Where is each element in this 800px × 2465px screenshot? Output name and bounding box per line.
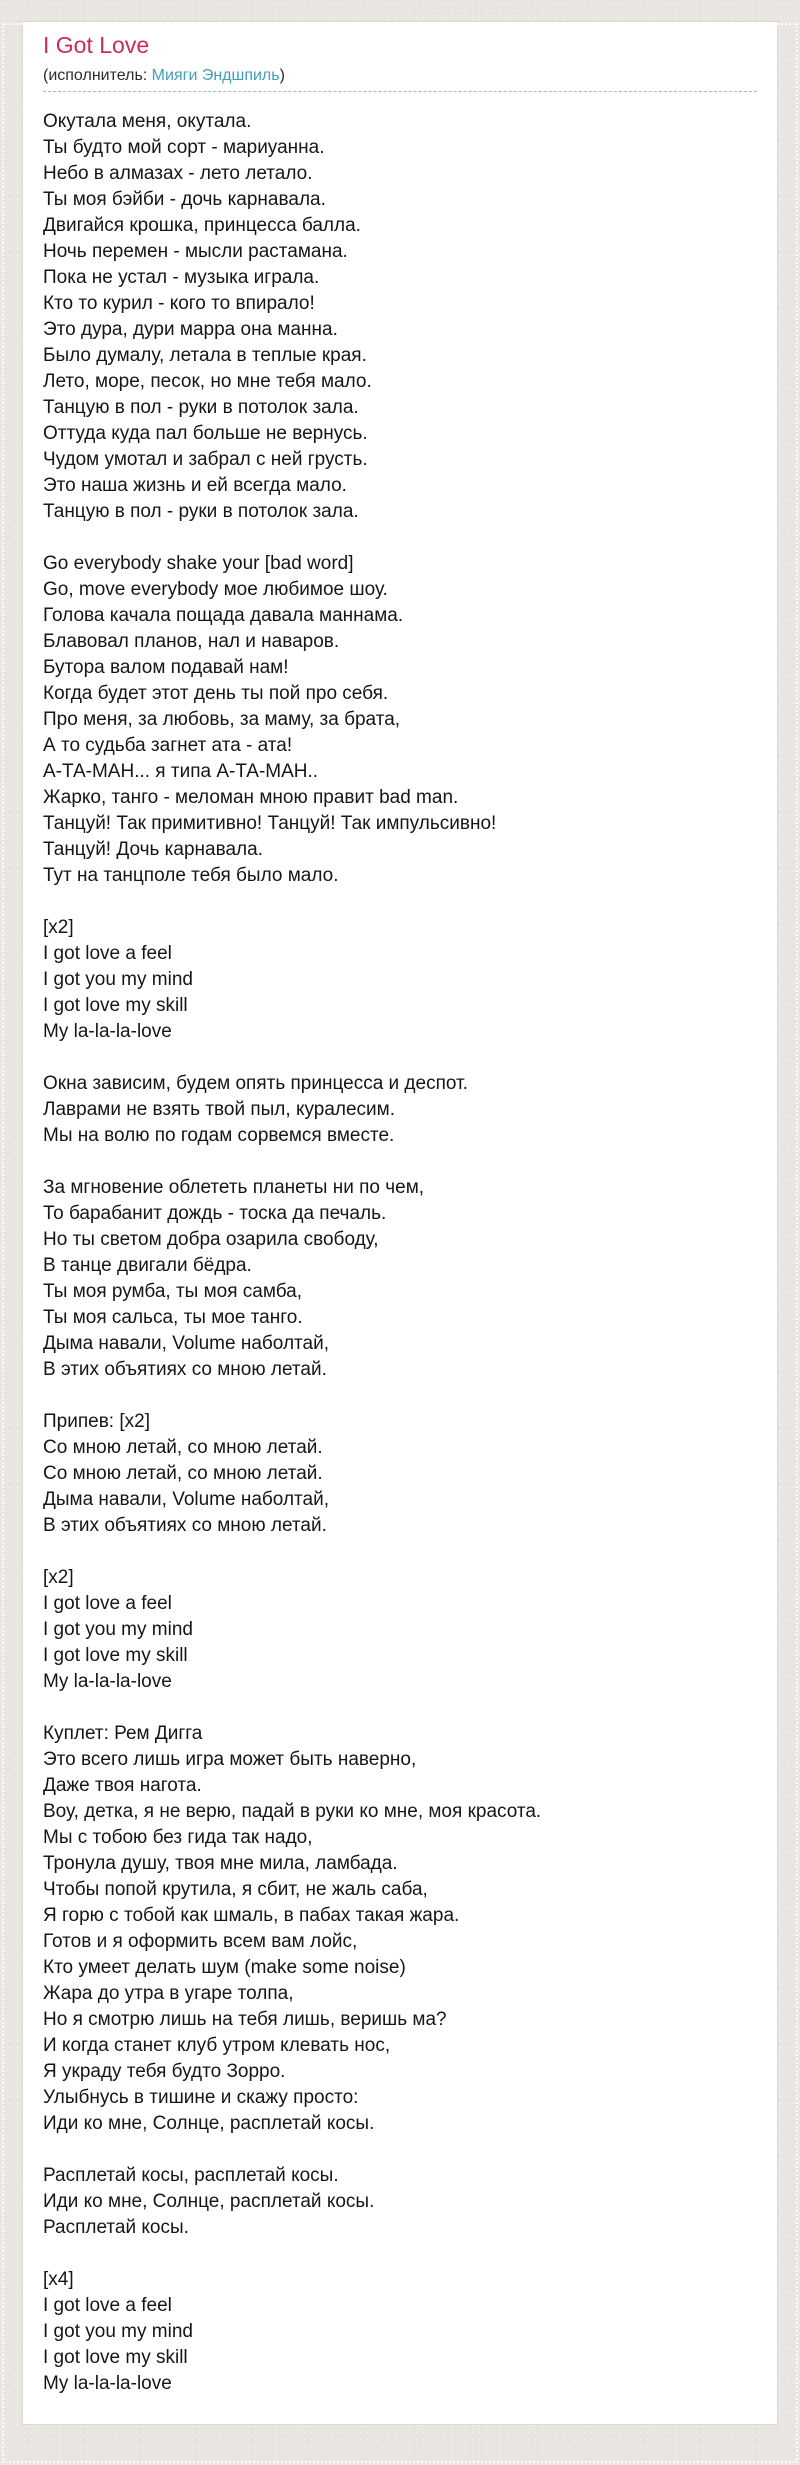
lyric-line: Go everybody shake your [bad word] [43, 553, 354, 574]
lyric-line: Это всего лишь игра может быть наверно, [43, 1749, 417, 1770]
lyric-line: Я украду тебя будто Зорро. [43, 2061, 286, 2082]
stanza [43, 1409, 757, 1539]
lyric-line: Кто то курил - кого то впирало! [43, 293, 315, 314]
lyric-line: Воу, детка, я не верю, падай в руки ко мне, моя красота. [43, 1801, 542, 1822]
stanza [43, 551, 757, 889]
lyric-line: Блавовал планов, нал и наваров. [43, 631, 340, 652]
lyric-line: Но ты светом добра озарила свободу, [43, 1229, 379, 1250]
lyric-line: Я горю с тобой как шмаль, в пабах такая жара. [43, 1905, 460, 1926]
lyric-line: Расплетай косы, расплетай косы. [43, 2165, 339, 2186]
lyric-line: Окна зависим, будем опять принцесса и деспот. [43, 1073, 468, 1094]
lyric-line: I got love a feel [43, 943, 172, 964]
stanza [43, 109, 757, 525]
lyric-line: Готов и я оформить всем вам лойс, [43, 1931, 358, 1952]
lyric-line: Оттуда куда пал больше не вернусь. [43, 423, 368, 444]
lyric-line: Лето, море, песок, но мне тебя мало. [43, 371, 372, 392]
lyric-line: Голова качала пощада давала маннама. [43, 605, 404, 626]
lyric-line: Ты будто мой сорт - мариуанна. [43, 137, 325, 158]
lyric-line: Тронула душу, твоя мне мила, ламбада. [43, 1853, 398, 1874]
lyric-line: I got love my skill [43, 1645, 188, 1666]
lyric-line: Небо в алмазах - лето летало. [43, 163, 313, 184]
lyric-line: I got love my skill [43, 995, 188, 1016]
lyric-line: [x2] [43, 1567, 74, 1588]
lyric-line: Улыбнусь в тишине и скажу просто: [43, 2087, 359, 2108]
lyric-line: Бутора валом подавай нам! [43, 657, 289, 678]
lyric-line: Иди ко мне, Солнце, расплетай косы. [43, 2191, 375, 2212]
lyrics-text [43, 109, 757, 2397]
artist-link[interactable]: Мияги Эндшпиль [151, 67, 280, 84]
stanza [43, 1565, 757, 1695]
lyric-line: My la-la-la-love [43, 1671, 172, 1692]
lyric-line: И когда станет клуб утром клевать нос, [43, 2035, 391, 2056]
lyric-line: В этих объятиях со мною летай. [43, 1359, 327, 1380]
lyric-line: Тут на танцполе тебя было мало. [43, 865, 339, 886]
lyric-line: Припев: [x2] [43, 1411, 150, 1432]
lyric-line: А то судьба загнет ата - ата! [43, 735, 293, 756]
stanza [43, 1721, 757, 2137]
page-title: I Got Love [43, 32, 150, 58]
lyric-line: My la-la-la-love [43, 2373, 172, 2394]
stanza [43, 2163, 757, 2241]
lyric-line: Go, move everybody мое любимое шоу. [43, 579, 388, 600]
lyric-line: Дыма навали, Volume наболтай, [43, 1333, 329, 1354]
lyric-line: I got love my skill [43, 2347, 188, 2368]
lyric-line: Мы на волю по годам сорвемся вместе. [43, 1125, 395, 1146]
lyric-line: Кто умеет делать шум (make some noise) [43, 1957, 406, 1978]
song-header [43, 31, 757, 92]
lyric-line: Мы с тобою без гида так надо, [43, 1827, 313, 1848]
artist-suffix: ) [279, 67, 285, 84]
stanza [43, 915, 757, 1045]
lyric-line: Но я смотрю лишь на тебя лишь, веришь ма? [43, 2009, 447, 2030]
lyric-line: Со мною летай, со мною летай. [43, 1463, 323, 1484]
lyric-line: I got you my mind [43, 1619, 193, 1640]
lyric-line: I got love a feel [43, 2295, 172, 2316]
lyric-line: Ты моя бэйби - дочь карнавала. [43, 189, 326, 210]
lyric-line: Чудом умотал и забрал с ней грусть. [43, 449, 368, 470]
lyric-line: Танцуй! Дочь карнавала. [43, 839, 263, 860]
lyric-line: Дыма навали, Volume наболтай, [43, 1489, 329, 1510]
lyric-line: Иди ко мне, Солнце, расплетай косы. [43, 2113, 375, 2134]
lyric-line: В этих объятиях со мною летай. [43, 1515, 327, 1536]
lyric-line: [x2] [43, 917, 74, 938]
lyric-line: Про меня, за любовь, за маму, за брата, [43, 709, 401, 730]
lyric-line: Окутала меня, окутала. [43, 111, 252, 132]
lyric-line: Ты моя сальса, ты мое танго. [43, 1307, 303, 1328]
lyric-line: То барабанит дождь - тоска да печаль. [43, 1203, 387, 1224]
stanza [43, 1071, 757, 1149]
lyric-line: Расплетай косы. [43, 2217, 189, 2238]
lyric-line: I got love a feel [43, 1593, 172, 1614]
lyric-line: Ты моя румба, ты моя самба, [43, 1281, 303, 1302]
lyric-line: Танцую в пол - руки в потолок зала. [43, 397, 359, 418]
lyric-line: [x4] [43, 2269, 74, 2290]
lyric-line: Со мною летай, со мною летай. [43, 1437, 323, 1458]
lyric-line: Танцуй! Так примитивно! Танцуй! Так импульсивно! [43, 813, 497, 834]
lyric-line: Жара до утра в угаре толпа, [43, 1983, 294, 2004]
artist-prefix: (исполнитель: [43, 67, 152, 84]
lyric-line: Чтобы попой крутила, я сбит, не жаль саба, [43, 1879, 428, 1900]
stanza [43, 2267, 757, 2397]
lyric-line: Когда будет этот день ты пой про себя. [43, 683, 389, 704]
lyric-line: Пока не устал - музыка играла. [43, 267, 320, 288]
artist-line [43, 66, 757, 86]
lyric-line: Жарко, танго - меломан мною правит bad man. [43, 787, 459, 808]
lyric-line: I got you my mind [43, 969, 193, 990]
lyric-line: За мгновение облететь планеты ни по чем, [43, 1177, 425, 1198]
stanza [43, 1175, 757, 1383]
lyric-line: Лаврами не взять твой пыл, куралесим. [43, 1099, 396, 1120]
lyric-line: Это наша жизнь и ей всегда мало. [43, 475, 347, 496]
lyric-line: Это дура, дури марра она манна. [43, 319, 338, 340]
lyric-line: Ночь перемен - мысли растамана. [43, 241, 348, 262]
lyric-line: My la-la-la-love [43, 1021, 172, 1042]
lyric-line: I got you my mind [43, 2321, 193, 2342]
lyric-line: Танцую в пол - руки в потолок зала. [43, 501, 359, 522]
lyric-line: А-ТА-МАН... я типа А-ТА-МАН.. [43, 761, 319, 782]
lyrics-card [22, 21, 778, 2425]
lyric-line: Куплет: Рем Дигга [43, 1723, 203, 1744]
lyric-line: Двигайся крошка, принцесса балла. [43, 215, 361, 236]
lyric-line: В танце двигали бёдра. [43, 1255, 252, 1276]
lyric-line: Было думалу, летала в теплые края. [43, 345, 367, 366]
lyric-line: Даже твоя нагота. [43, 1775, 202, 1796]
